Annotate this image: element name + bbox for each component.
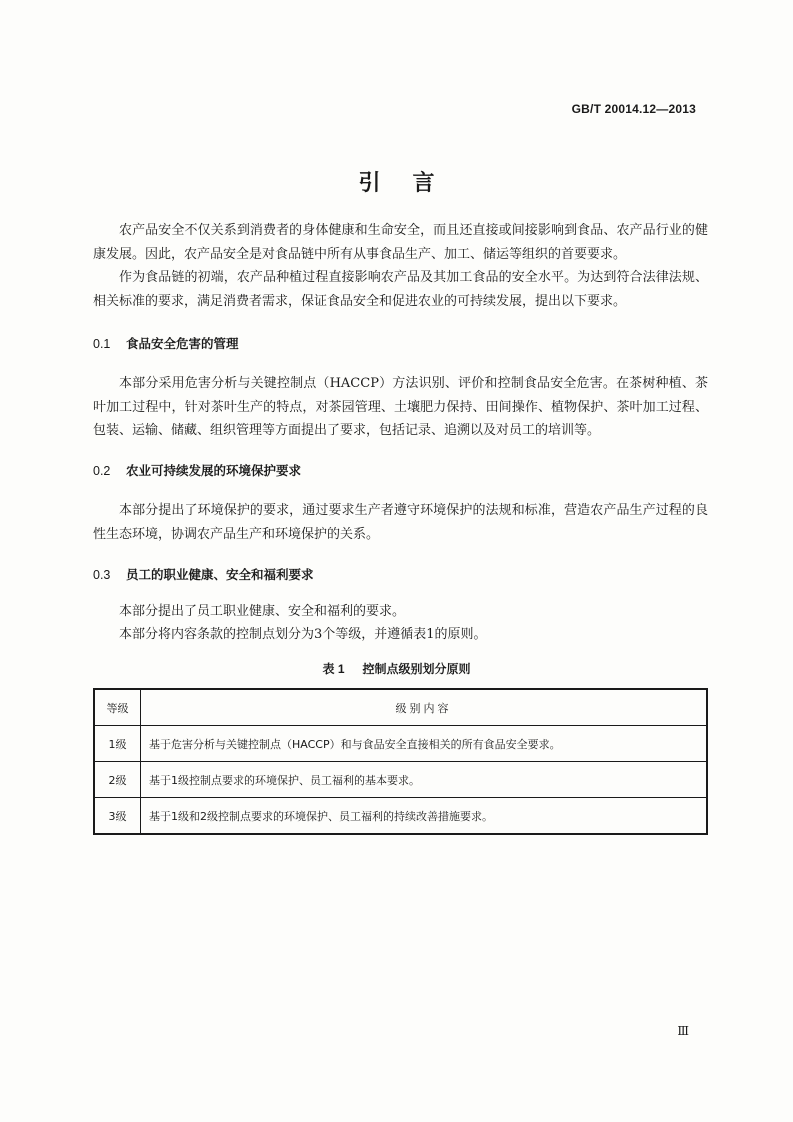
table-row bbox=[94, 762, 707, 798]
page-title: 引言 bbox=[358, 170, 467, 195]
row-level: 1级 bbox=[94, 726, 141, 762]
section-0-3-paragraph-1: 本部分提出了员工职业健康、安全和福利的要求。 bbox=[119, 604, 406, 619]
control-level-table bbox=[93, 688, 708, 835]
table-row bbox=[94, 798, 707, 835]
section-0-1-paragraph: 本部分采用危害分析与关键控制点（HACCP）方法识别、评价和控制食品安全危害。在茶树种植、茶叶加工过程中，针对茶叶生产的特点，对茶园管理、土壤肥力保持、田间操作、植物保护、茶叶加工过程、包装、运输、储藏、组织管理等方面提出了要求，包括记录、追溯以及对员工的培训等。 bbox=[93, 376, 708, 438]
row-level: 3级 bbox=[94, 798, 141, 835]
row-content: 基于1级控制点要求的环境保护、员工福利的基本要求。 bbox=[141, 762, 708, 798]
header-level: 等级 bbox=[94, 689, 141, 726]
section-number: 0.3 bbox=[93, 568, 111, 582]
section-number: 0.2 bbox=[93, 464, 111, 478]
table-row bbox=[94, 726, 707, 762]
section-heading-0-3 bbox=[93, 565, 314, 583]
section-heading-0-2 bbox=[93, 461, 301, 479]
table-caption-number: 表 1 bbox=[322, 662, 345, 676]
table-caption bbox=[0, 660, 793, 677]
row-content: 基于危害分析与关键控制点（HACCP）和与食品安全直接相关的所有食品安全要求。 bbox=[141, 726, 708, 762]
intro-paragraph-2: 作为食品链的初端，农产品种植过程直接影响农产品及其加工食品的安全水平。为达到符合法律法规、相关标准的要求，满足消费者需求，保证食品安全和促进农业的可持续发展，提出以下要求。 bbox=[93, 270, 708, 309]
page-number: Ⅲ bbox=[677, 1024, 689, 1038]
section-number: 0.1 bbox=[93, 337, 111, 351]
section-0-2-paragraph: 本部分提出了环境保护的要求，通过要求生产者遵守环境保护的法规和标准，营造农产品生产过程的良性生态环境，协调农产品生产和环境保护的关系。 bbox=[93, 503, 708, 542]
section-heading-0-1 bbox=[93, 334, 239, 352]
table-header-row bbox=[94, 689, 707, 726]
section-title: 农业可持续发展的环境保护要求 bbox=[126, 464, 302, 478]
section-0-3-paragraph-2: 本部分将内容条款的控制点划分为3个等级，并遵循表1的原则。 bbox=[119, 627, 487, 642]
table-caption-title: 控制点级别划分原则 bbox=[362, 662, 471, 676]
header-content: 级别内容 bbox=[141, 689, 708, 726]
row-content: 基于1级和2级控制点要求的环境保护、员工福利的持续改善措施要求。 bbox=[141, 798, 708, 835]
row-level: 2级 bbox=[94, 762, 141, 798]
standard-number: GB/T 20014.12—2013 bbox=[571, 102, 696, 116]
section-title: 食品安全危害的管理 bbox=[126, 337, 239, 351]
intro-paragraph-1: 农产品安全不仅关系到消费者的身体健康和生命安全，而且还直接或间接影响到食品、农产品行业的健康发展。因此，农产品安全是对食品链中所有从事食品生产、加工、储运等组织的首要要求。 bbox=[93, 223, 708, 262]
section-title: 员工的职业健康、安全和福利要求 bbox=[126, 568, 314, 582]
